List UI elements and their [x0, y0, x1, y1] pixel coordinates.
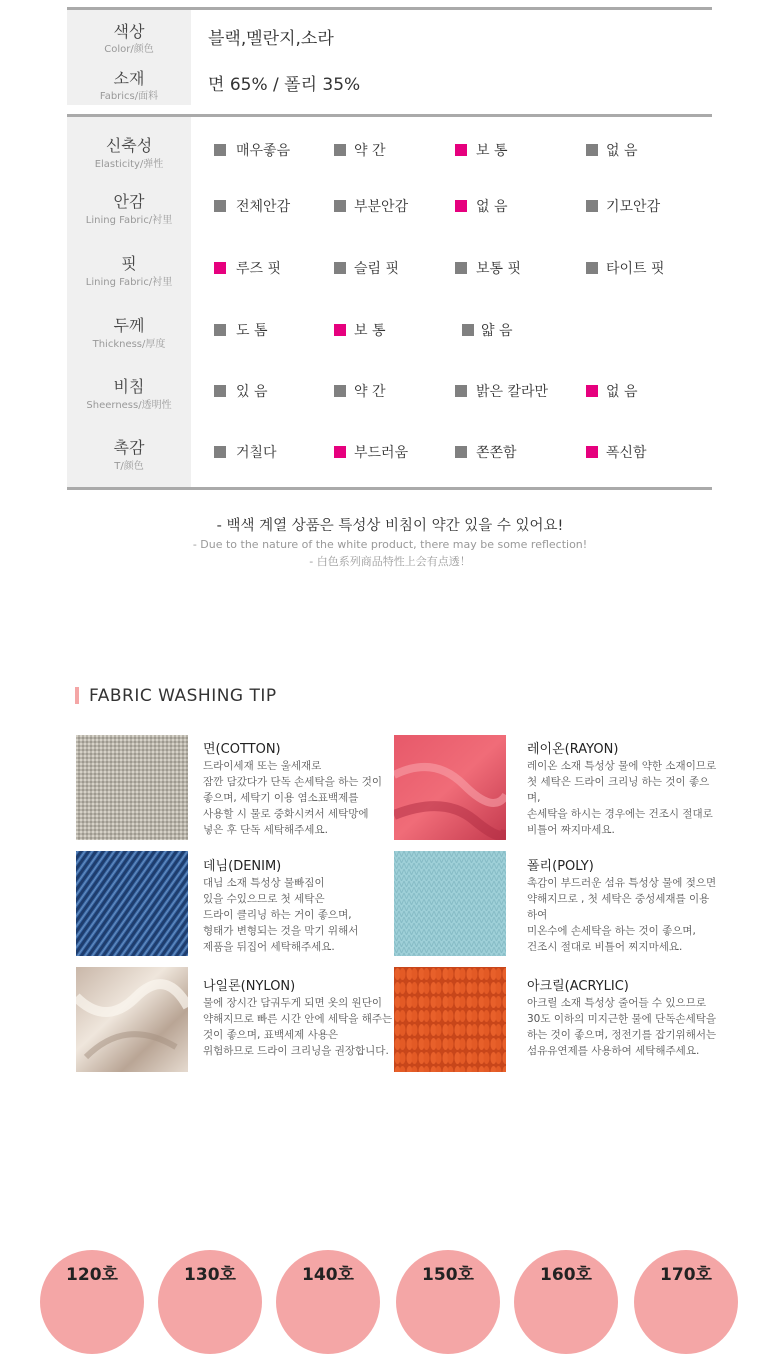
fabric-description	[527, 758, 717, 838]
option-label: 타이트 핏	[606, 261, 665, 277]
fabric-description-line: 촉감이 부드러운 섬유 특성상 물에 젖으면	[527, 877, 717, 889]
option-checkbox	[455, 262, 467, 274]
fabric-description-line: 레이온 소재 특성상 물에 약한 소재이므로	[527, 760, 717, 772]
option-checkbox	[586, 262, 598, 274]
property-label: 촉감	[113, 438, 145, 457]
size-label: 140호	[302, 1265, 354, 1285]
fabric-description-line: 있을 수있으므로 첫 세탁은	[203, 893, 325, 905]
fabric-description-line: 드라이 클리닝 하는 거이 좋으며,	[203, 909, 352, 921]
fabric-description-line: 물에 장시간 담궈두게 되면 옷의 원단이	[203, 997, 382, 1009]
option-checkbox	[214, 385, 226, 397]
fabric-description-line: 미온수에 손세탁을 하는 것이 좋으며,	[527, 925, 696, 937]
property-sublabel: Lining Fabric/衬里	[85, 215, 173, 226]
option-label: 있 음	[236, 384, 268, 400]
option-label: 밝은 칼라만	[476, 384, 549, 400]
fabric-title: 나일론(NYLON)	[203, 979, 296, 994]
fabric-description-line: 드라이세재 또는 울세재로	[203, 760, 322, 772]
option-label: 없 음	[606, 143, 638, 159]
option-checkbox	[214, 200, 226, 212]
option-label: 폭신함	[606, 445, 647, 461]
option-checkbox	[455, 385, 467, 397]
option-label: 거칠다	[236, 445, 277, 461]
property-sublabel: Elasticity/弹性	[94, 159, 164, 170]
fabric-description-line: 사용할 시 물로 중화시켜서 세탁망에	[203, 808, 369, 820]
property-label: 핏	[121, 254, 137, 273]
size-label: 160호	[540, 1265, 592, 1285]
option-checkbox	[455, 200, 467, 212]
section-accent-bar	[75, 687, 79, 704]
option-checkbox	[334, 385, 346, 397]
fabric-description-line: 하는 것이 좋으며, 정전기를 잡기위해서는	[527, 1029, 717, 1041]
option-checkbox	[586, 144, 598, 156]
size-label: 150호	[422, 1265, 474, 1285]
size-label: 120호	[66, 1265, 118, 1285]
option-label: 없 음	[606, 384, 638, 400]
fabric-description-line: 30도 이하의 미지근한 물에 단독손세탁을	[527, 1013, 716, 1025]
color-label: 색상	[113, 22, 145, 41]
option-label: 약 간	[354, 143, 386, 159]
option-checkbox	[214, 262, 226, 274]
property-sublabel: Thickness/厚度	[92, 339, 166, 350]
option-label: 매우좋음	[236, 143, 291, 159]
option-label: 루즈 핏	[236, 261, 282, 277]
fabric-description-line: 좋으며, 세탁기 이용 염소표백제를	[203, 792, 359, 804]
poly-fabric-image	[394, 851, 506, 956]
property-sublabel: Lining Fabric/衬里	[85, 277, 173, 288]
fabric-description	[527, 995, 717, 1059]
washing-tip-title: FABRIC WASHING TIP	[89, 686, 277, 706]
fabric-title: 아크릴(ACRYLIC)	[527, 979, 629, 994]
property-label: 비침	[113, 377, 145, 396]
fabric-title: 데님(DENIM)	[203, 859, 282, 874]
option-checkbox	[586, 385, 598, 397]
option-checkbox	[214, 324, 226, 336]
fabric-description-line: 아크릴 소재 특성상 줄어들 수 있으므로	[527, 997, 706, 1009]
fabric-sublabel: Fabrics/面料	[99, 91, 159, 102]
fabric-description-line: 넣은 후 단독 세탁해주세요.	[203, 824, 328, 836]
properties-label-column	[67, 117, 191, 487]
option-label: 얇 음	[481, 323, 513, 339]
fabric-description-line: 위험하므로 드라이 크리닝을 권장합니다.	[203, 1045, 389, 1057]
option-checkbox	[214, 446, 226, 458]
option-checkbox	[334, 446, 346, 458]
option-checkbox	[586, 200, 598, 212]
option-checkbox	[455, 446, 467, 458]
nylon-fabric-image	[76, 967, 188, 1072]
option-label: 도 톰	[236, 323, 268, 339]
fabric-description-line: 첫 세탁은 드라이 크리닝 하는 것이 좋으며,	[527, 776, 710, 804]
option-label: 부분안감	[354, 199, 409, 215]
acrylic-fabric-image	[394, 967, 506, 1072]
fabric-description-line: 것이 좋으며, 표백세제 사용은	[203, 1029, 339, 1041]
fabric-description	[203, 875, 393, 955]
size-label: 130호	[184, 1265, 236, 1285]
option-checkbox	[214, 144, 226, 156]
fabric-description-line: 제품을 뒤집어 세탁해주세요.	[203, 941, 335, 953]
option-label: 기모안감	[606, 199, 661, 215]
fabric-description	[203, 758, 393, 838]
cotton-fabric-image	[76, 735, 188, 840]
fabric-description-line: 건조시 절대로 비틀어 찌지마세요.	[527, 941, 683, 953]
option-label: 부드러움	[354, 445, 409, 461]
option-label: 슬림 핏	[354, 261, 400, 277]
property-label: 두께	[113, 316, 145, 335]
fabric-description-line: 약해지므로 , 첫 세탁은 중성세재를 이용하여	[527, 893, 710, 921]
option-checkbox	[334, 144, 346, 156]
color-sublabel: Color/颜色	[104, 44, 154, 55]
color-value: 블랙,멜란지,소라	[208, 29, 334, 49]
option-label: 보통 핏	[476, 261, 522, 277]
fabric-description-line: 형태가 변형되는 것을 막기 위해서	[203, 925, 359, 937]
fabric-description-line: 손세탁을 하시는 경우에는 건조시 절대로	[527, 808, 713, 820]
product-info-table	[67, 7, 712, 105]
property-sublabel: T/颜色	[114, 461, 144, 472]
option-checkbox	[462, 324, 474, 336]
option-checkbox	[334, 324, 346, 336]
size-label: 170호	[660, 1265, 712, 1285]
white-product-note: - 백색 계열 상품은 특성상 비침이 약간 있을 수 있어요!	[216, 518, 564, 534]
option-checkbox	[334, 200, 346, 212]
option-label: 보 통	[354, 323, 386, 339]
option-checkbox	[334, 262, 346, 274]
property-sublabel: Sheerness/透明性	[86, 400, 172, 411]
property-label: 안감	[113, 192, 145, 211]
fabric-title: 레이온(RAYON)	[527, 742, 619, 757]
white-product-note-cn: - 白色系列商品特性上会有点透！	[309, 555, 471, 568]
option-label: 보 통	[476, 143, 508, 159]
fabric-description	[527, 875, 717, 955]
option-label: 전체안감	[236, 199, 291, 215]
rayon-fabric-image	[394, 735, 506, 840]
option-checkbox	[586, 446, 598, 458]
option-checkbox	[455, 144, 467, 156]
fabric-description	[203, 995, 393, 1059]
property-label: 신축성	[105, 136, 153, 155]
white-product-note-en: - Due to the nature of the white product, there may be some reflection!	[192, 538, 588, 551]
denim-fabric-image	[76, 851, 188, 956]
fabric-value: 면 65% / 폴리 35%	[208, 75, 361, 95]
fabric-description-line: 잠깐 담갔다가 단독 손세탁을 하는 것이	[203, 776, 382, 788]
properties-table	[67, 114, 712, 490]
fabric-description-line: 약해지므로 빠른 시간 안에 세탁을 해주는	[203, 1013, 393, 1025]
fabric-title: 면(COTTON)	[203, 742, 281, 757]
fabric-description-line: 섬유유연제를 사용하여 세탁해주세요.	[527, 1045, 700, 1057]
option-label: 약 간	[354, 384, 386, 400]
option-label: 없 음	[476, 199, 508, 215]
fabric-title: 폴리(POLY)	[527, 859, 594, 874]
fabric-label: 소재	[113, 69, 145, 88]
fabric-description-line: 비틀어 짜지마세요.	[527, 824, 615, 836]
fabric-description-line: 대님 소재 특성상 물빠짐이	[203, 877, 325, 889]
option-label: 쫀쫀함	[476, 445, 517, 461]
